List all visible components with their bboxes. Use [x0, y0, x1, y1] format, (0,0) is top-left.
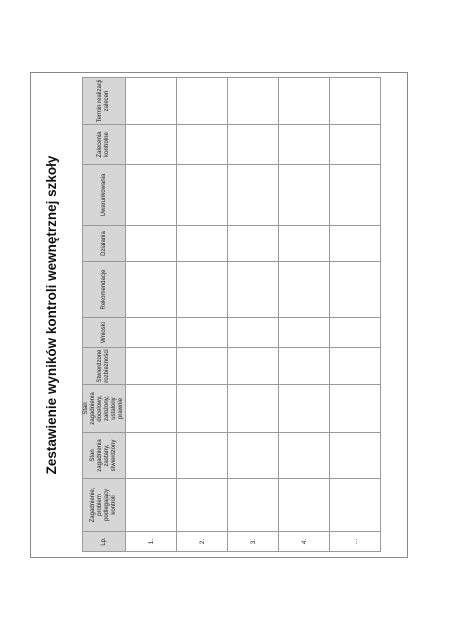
table-cell: [330, 226, 381, 262]
column-header-rekomendacje: Rekomendacje: [83, 262, 126, 318]
table-cell: [228, 479, 279, 532]
table-cell: [126, 262, 177, 318]
table-cell: [330, 385, 381, 433]
document-title: Zestawienie wyników kontroli wewnętrznej szkoły: [44, 155, 59, 475]
table-row: [228, 78, 279, 552]
table-cell: [279, 226, 330, 262]
column-header-stan-docelowy: Stan zagadnienia docelowy, założony, ustalony prawnie: [83, 385, 126, 433]
table-cell: [228, 165, 279, 226]
table-cell: [126, 348, 177, 385]
column-header-dzialania: Działania: [83, 226, 126, 262]
table-cell: [228, 318, 279, 348]
column-header-lp: Lp.: [83, 532, 126, 552]
table-cell: [126, 318, 177, 348]
table-cell: [330, 318, 381, 348]
table-cell: [126, 479, 177, 532]
table-cell: [228, 262, 279, 318]
table-cell: [330, 78, 381, 125]
table-cell: [279, 125, 330, 165]
table-cell: [126, 433, 177, 479]
table-cell: [177, 165, 228, 226]
column-header-zagadnienie: Zagadnienie, problem podlegający kontroli: [83, 479, 126, 532]
column-header-rozbieznosci: Stwierdzone rozbieżności: [83, 348, 126, 385]
table-cell: [126, 125, 177, 165]
table-cell: [228, 385, 279, 433]
table-cell: [126, 78, 177, 125]
table-header-row: [83, 78, 126, 552]
row-number: ...: [330, 532, 381, 552]
table-cell: [177, 226, 228, 262]
row-number: 3.: [228, 532, 279, 552]
table-cell: [330, 165, 381, 226]
table-cell: [177, 318, 228, 348]
table-cell: [126, 226, 177, 262]
table-cell: [279, 348, 330, 385]
table-cell: [177, 262, 228, 318]
table-cell: [279, 78, 330, 125]
table-cell: [279, 479, 330, 532]
table-cell: [330, 348, 381, 385]
table-cell: [177, 125, 228, 165]
table-row: [126, 78, 177, 552]
row-number: 4.: [279, 532, 330, 552]
column-header-termin: Termin realizacji zaleceń: [83, 78, 126, 125]
row-number: 2.: [177, 532, 228, 552]
table-cell: [279, 385, 330, 433]
table-row: [177, 78, 228, 552]
results-table: [82, 77, 381, 552]
column-header-wnioski: Wnioski: [83, 318, 126, 348]
table-cell: [228, 226, 279, 262]
table-cell: [228, 125, 279, 165]
table-cell: [330, 479, 381, 532]
table-row: [279, 78, 330, 552]
table-cell: [177, 348, 228, 385]
column-header-stan-zastany: Stan zagadnienia zastany, stwierdzony: [83, 433, 126, 479]
table-cell: [177, 433, 228, 479]
table-cell: [177, 78, 228, 125]
table-cell: [126, 385, 177, 433]
table-cell: [330, 125, 381, 165]
table-cell: [228, 348, 279, 385]
table-cell: [177, 385, 228, 433]
table-cell: [279, 165, 330, 226]
table-cell: [126, 165, 177, 226]
table-cell: [330, 262, 381, 318]
table-cell: [177, 479, 228, 532]
table-row: [330, 78, 381, 552]
table-cell: [279, 318, 330, 348]
table-cell: [228, 433, 279, 479]
table-cell: [279, 433, 330, 479]
table-cell: [228, 78, 279, 125]
rotated-sheet: [30, 72, 408, 558]
column-header-uwarunkowania: Uwarunkowania: [83, 165, 126, 226]
table-cell: [279, 262, 330, 318]
table-cell: [330, 433, 381, 479]
row-number: 1.: [126, 532, 177, 552]
column-header-zalecenia: Zalecenia kontrolne: [83, 125, 126, 165]
